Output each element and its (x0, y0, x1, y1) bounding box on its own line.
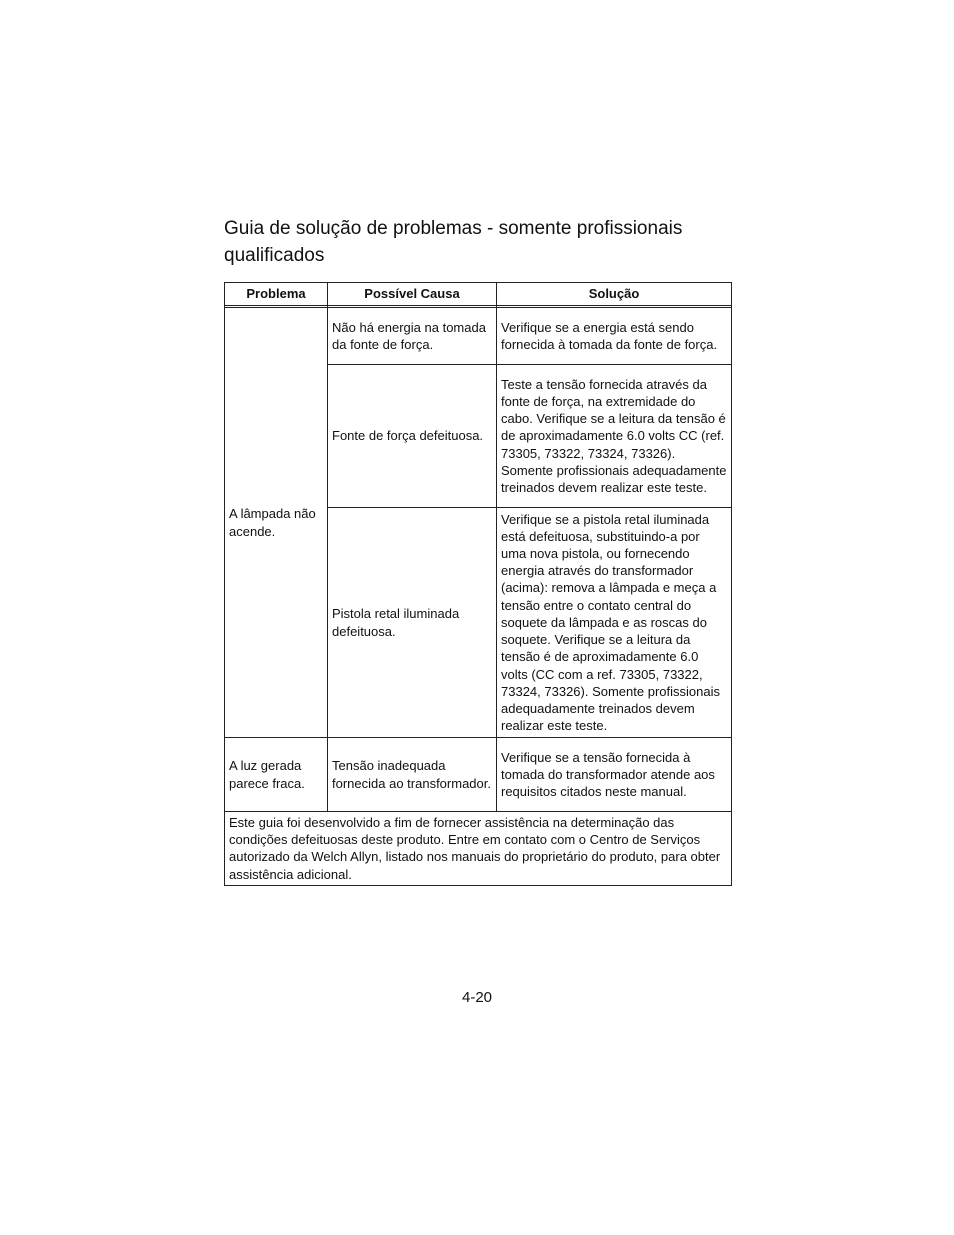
cause-cell: Fonte de força defeituosa. (328, 365, 497, 508)
solution-cell: Verifique se a energia está sendo fornecida à tomada da fonte de força. (497, 308, 732, 365)
footer-note: Este guia foi desenvolvido a fim de fornecer assistência na determinação das condições defeituosas deste produto. Entre em contato com o Centro de Serviços autorizado da Welch Allyn, listado nos manuais do proprietário do produto, para obter assistência adicional. (225, 812, 732, 886)
column-header-solution: Solução (497, 283, 732, 306)
problem-cell: A lâmpada não acende. (225, 308, 328, 738)
cause-cell: Não há energia na tomada da fonte de força. (328, 308, 497, 365)
table-footer-row (225, 812, 732, 886)
page-title: Guia de solução de problemas - somente profissionais qualificados (224, 218, 683, 266)
solution-cell: Teste a tensão fornecida através da fonte de força, na extremidade do cabo. Verifique se a leitura da tensão é de aproximadamente 6.0 volts CC (ref. 73305, 73322, 73324, 73326). Somente profissionais adequadamente treinados devem realizar este teste. (497, 365, 732, 508)
table-row (225, 738, 732, 812)
table-row (225, 308, 732, 365)
solution-cell: Verifique se a tensão fornecida à tomada do transformador atende aos requisitos citados neste manual. (497, 738, 732, 812)
column-header-cause: Possível Causa (328, 283, 497, 306)
solution-cell: Verifique se a pistola retal iluminada está defeituosa, substituindo-a por uma nova pistola, ou fornecendo energia através do transformador (acima): remova a lâmpada e meça a tensão entre o contato central do soquete da lâmpada e as roscas do soquete. Verifique se a leitura da tensão é de aproximadamente 6.0 volts (CC com a ref. 73305, 73322, 73324, 73326). Somente profissionais adequadamente treinados devem realizar este teste. (497, 508, 732, 738)
page-number: 4-20 (461, 989, 493, 1006)
cause-cell: Pistola retal iluminada defeituosa. (328, 508, 497, 738)
table-header-row (225, 283, 732, 306)
column-header-problem: Problema (225, 283, 328, 306)
cause-cell: Tensão inadequada fornecida ao transformador. (328, 738, 497, 812)
troubleshooting-table (224, 282, 732, 886)
problem-cell: A luz gerada parece fraca. (225, 738, 328, 812)
